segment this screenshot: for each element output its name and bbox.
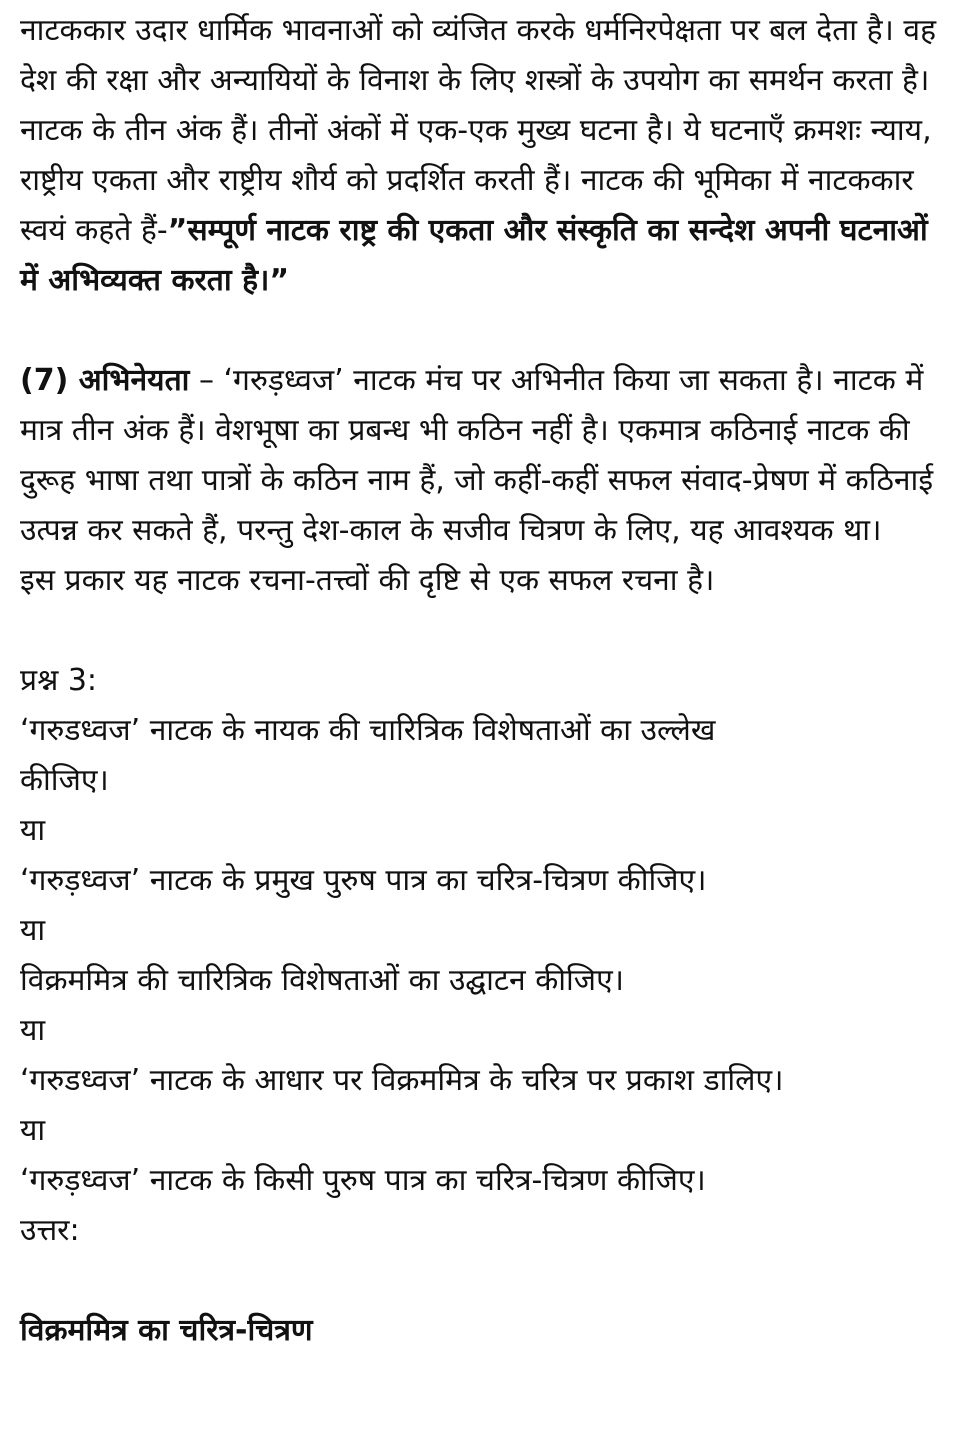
- paragraph-text: – ‘गरुड़ध्वज’ नाटक मंच पर अभिनीत किया जा सकता है। नाटक में मात्र तीन अंक हैं। वेशभूषा का प्रबन्ध भी कठिन नहीं है। एकमात्र कठिनाई नाटक की दुरूह भाषा तथा पात्रों के कठिन नाम हैं, जो कहीं-कहीं सफल संवाद-प्रेषण में कठिनाई उत्पन्न कर सकते हैं, परन्तु देश-काल के सजीव चित्रण के लिए, यह आवश्यक था।: [20, 363, 934, 548]
- section-heading: विक्रममित्र का चरित्र-चित्रण: [20, 1313, 313, 1348]
- question-block: [20, 656, 939, 1256]
- question-separator: या: [20, 913, 46, 948]
- paragraph-text: नाटककार उदार धार्मिक भावनाओं को व्यंजित करके धर्मनिरपेक्षता पर बल देता है। वह देश की रक्षा और अन्यायियों के विनाश के लिए शस्त्रों के उपयोग का समर्थन करता है। नाटक के तीन अंक हैं। तीनों अंकों में एक-एक मुख्य घटना है। ये घटनाएँ क्रमशः न्याय, राष्ट्रीय एकता और राष्ट्रीय शौर्य को प्रदर्शित करती हैं। नाटक की भूमिका में नाटककार स्वयं कहते हैं-: [20, 13, 937, 248]
- paragraph-conclusion: इस प्रकार यह नाटक रचना-तत्त्वों की दृष्टि से एक सफल रचना है।: [20, 563, 715, 598]
- question-line: ‘गरुडध्वज’ नाटक के नायक की चारित्रिक विशेषताओं का उल्लेख: [20, 713, 716, 748]
- question-separator: या: [20, 1013, 46, 1048]
- quote-text: ”सम्पूर्ण नाटक राष्ट्र की एकता और संस्कृति का सन्देश अपनी घटनाओं में अभिव्यक्त करता है।”: [20, 213, 928, 298]
- question-line: ‘गरुड़ध्वज’ नाटक के किसी पुरुष पात्र का चरित्र-चित्रण कीजिए।: [20, 1163, 706, 1198]
- question-label: प्रश्न 3:: [20, 663, 98, 698]
- question-line: विक्रममित्र की चारित्रिक विशेषताओं का उद्घाटन कीजिए।: [20, 963, 625, 998]
- question-separator: या: [20, 813, 46, 848]
- spacer: [20, 1256, 939, 1306]
- spacer: [20, 606, 939, 656]
- paragraph-dramatist-view: [20, 6, 939, 306]
- section-label-stageability: (7) अभिनेयता: [20, 363, 190, 398]
- paragraph-stageability: [20, 356, 939, 556]
- question-line: कीजिए।: [20, 763, 109, 798]
- spacer: [20, 306, 939, 356]
- question-separator: या: [20, 1113, 46, 1148]
- question-line: ‘गरुडध्वज’ नाटक के आधार पर विक्रममित्र के चरित्र पर प्रकाश डालिए।: [20, 1063, 784, 1098]
- question-line: ‘गरुड़ध्वज’ नाटक के प्रमुख पुरुष पात्र का चरित्र-चित्रण कीजिए।: [20, 863, 707, 898]
- answer-label: उत्तर:: [20, 1213, 80, 1248]
